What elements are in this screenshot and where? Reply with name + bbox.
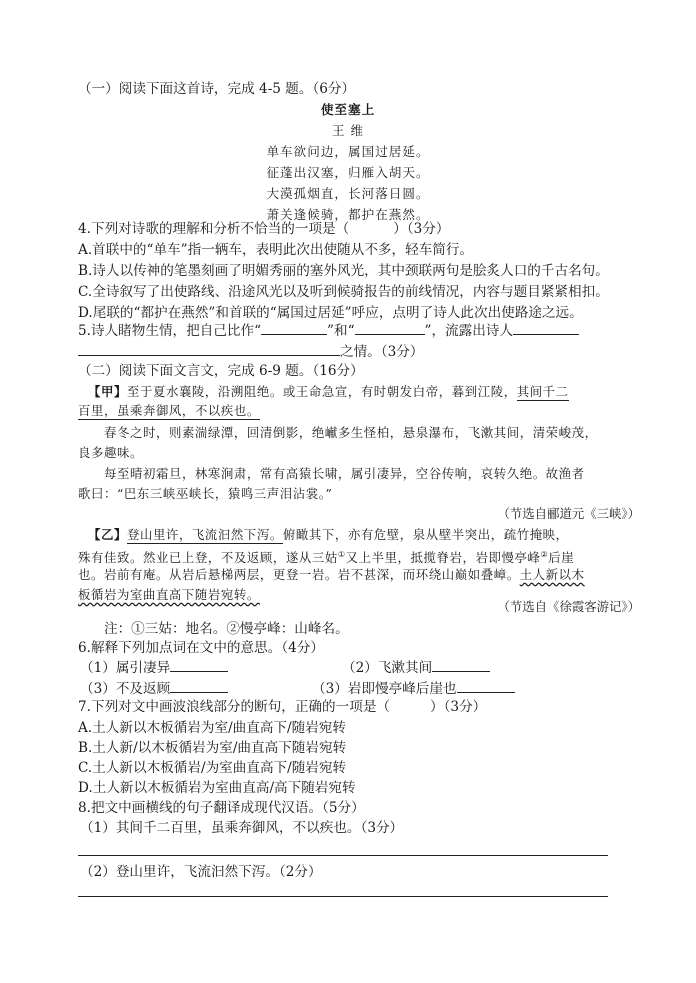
poem-line: 征蓬出汉塞，归雁入胡天。 (266, 165, 430, 180)
yi-underlined: 登山里许，飞流汩然下泻。 (126, 527, 283, 542)
q6-item-3: （3）不及返顾 (80, 678, 228, 699)
q6-item-2: （2）飞漱其间 (342, 657, 490, 678)
jia-para-2-cont: 良多趣味。 (78, 445, 143, 460)
yi-source: （节选自《徐霞客游记》） (497, 599, 640, 614)
q8-sub1: （1）其间千二百里，虽乘奔御风，不以疾也。（3分） (80, 820, 404, 836)
q6-blank-3[interactable] (170, 678, 228, 693)
q6-blank-2[interactable] (432, 657, 490, 672)
q6-stem: 6.解释下列加点词在文中的意思。（4分） (78, 640, 324, 656)
poem-line: 萧关逢候骑，都护在燕然。 (266, 207, 430, 222)
footnotes: 注：①三姑：地名。②慢亭峰：山峰名。 (104, 621, 349, 637)
jia-para-1-cont (78, 401, 260, 421)
q7-option-d: D.土人新以木板循岩为室曲直高/高下随岩宛转 (78, 780, 356, 796)
jia-underlined-1: 其间千二 (516, 384, 569, 399)
q5-blank-1[interactable] (261, 320, 327, 335)
jia-para-1: 【甲】至于夏水襄陵，沿溯阻绝。或王命急宣，有时朝发白帝，暮到江陵，其间千二 (88, 384, 569, 399)
footnote-marker-1: ① (337, 550, 346, 559)
yi-wavy-line-2: 板循岩为室曲直高下随岩宛转。 (78, 587, 260, 602)
q6-item-1: （1）属引凄异 (80, 657, 228, 678)
q8-answer-line-1[interactable] (78, 855, 608, 856)
q8-stem: 8.把文中画横线的句子翻译成现代汉语。（5分） (78, 800, 365, 816)
q4-option-a: A.首联中的“单车”指一辆车，表明此次出使随从不多，轻车简行。 (78, 242, 474, 258)
q6-blank-4[interactable] (457, 678, 515, 693)
q7-stem: 7.下列对文中画波浪线部分的断句，正确的一项是（ ）（3分） (78, 699, 487, 715)
jia-para-3: 每至晴初霜旦，林寒涧肃，常有高猿长啸，属引凄异，空谷传响，哀转久绝。故渔者 (104, 466, 585, 481)
yi-wavy-line: 土人新以木 (519, 567, 585, 582)
q8-sub2: （2）登山里许，飞流汩然下泻。（2分） (80, 864, 322, 880)
jia-source: （节选自郦道元《三峡》） (497, 506, 640, 521)
q7-option-b: B.土人新/以木板循岩为室/曲直高下随岩宛转 (78, 740, 347, 756)
q6-blank-1[interactable] (170, 657, 228, 672)
q6-item-4: （3）岩即慢亭峰后崖也 (312, 678, 515, 699)
poem-line: 单车欲问边，属国过居延。 (266, 144, 430, 159)
yi-para-1-cont3 (78, 585, 260, 605)
q4-option-d: D.尾联的“都护在燕然”和首联的“属国过居延”呼应，点明了诗人此次出使路途之远。 (78, 305, 583, 321)
jia-para-3-cont: 歌曰：“巴东三峡巫峡长，猿鸣三声泪沾裳。” (78, 486, 333, 501)
q4-option-c: C.全诗叙写了出使路线、沿途风光以及听到候骑报告的前线情况，内容与题目紧紧相扣。 (78, 284, 609, 300)
q5-blank-3[interactable] (513, 320, 579, 335)
yi-para-1-cont2: 也。岩前有庵。从岩后悬梯两层，更登一岩。岩不甚深，而环绕山巅如叠嶂。土人新以木 (78, 567, 585, 582)
poem-author: 王 维 (331, 123, 365, 138)
poem-title: 使至塞上 (320, 102, 376, 117)
yi-para-1: 【乙】登山里许，飞流汩然下泻。俯瞰其下，亦有危壁，泉从壁半突出，疏竹掩映， (88, 527, 569, 542)
q7-option-a: A.土人新以木板循岩为室/曲直高下/随岩宛转 (78, 720, 346, 736)
q4-stem: 4.下列对诗歌的理解和分析不恰当的一项是（ ）（3分） (78, 221, 450, 237)
q7-option-c: C.土人新以木板循岩/为室曲直高下/随岩宛转 (78, 760, 347, 776)
q5-stem-cont: 之情。（3分） (78, 341, 423, 362)
q5-blank-2[interactable] (355, 320, 425, 335)
part2-heading: （二）阅读下面文言文，完成 6-9 题。（16分） (78, 363, 364, 379)
q4-option-b: B.诗人以传神的笔墨刻画了明媚秀丽的塞外风光，其中颈联两句是脍炙人口的千古名句。 (78, 263, 609, 279)
q5-stem: 5.诗人睹物生情，把自己比作“ ”和“ ”，流露出诗人 (78, 320, 579, 341)
jia-underlined-2: 百里，虽乘奔御风，不以疾也。 (78, 403, 260, 418)
jia-para-2: 春冬之时，则素湍绿潭，回清倒影，绝𪩘多生怪柏，悬泉瀑布，飞漱其间，清荣峻茂， (104, 425, 598, 440)
q5-blank-4[interactable] (78, 341, 340, 356)
yi-para-1-cont: 殊有佳致。然业已上登，不及返顾，遂从三姑①又上半里，抵揽脊岩，岩即慢亭峰②后崖 (78, 550, 575, 566)
footnote-marker-2: ② (540, 550, 549, 559)
poem-line: 大漠孤烟直，长河落日圆。 (266, 186, 430, 201)
q8-answer-line-2[interactable] (78, 896, 608, 897)
part1-heading: （一）阅读下面这首诗，完成 4-5 题。（6分） (78, 81, 356, 97)
